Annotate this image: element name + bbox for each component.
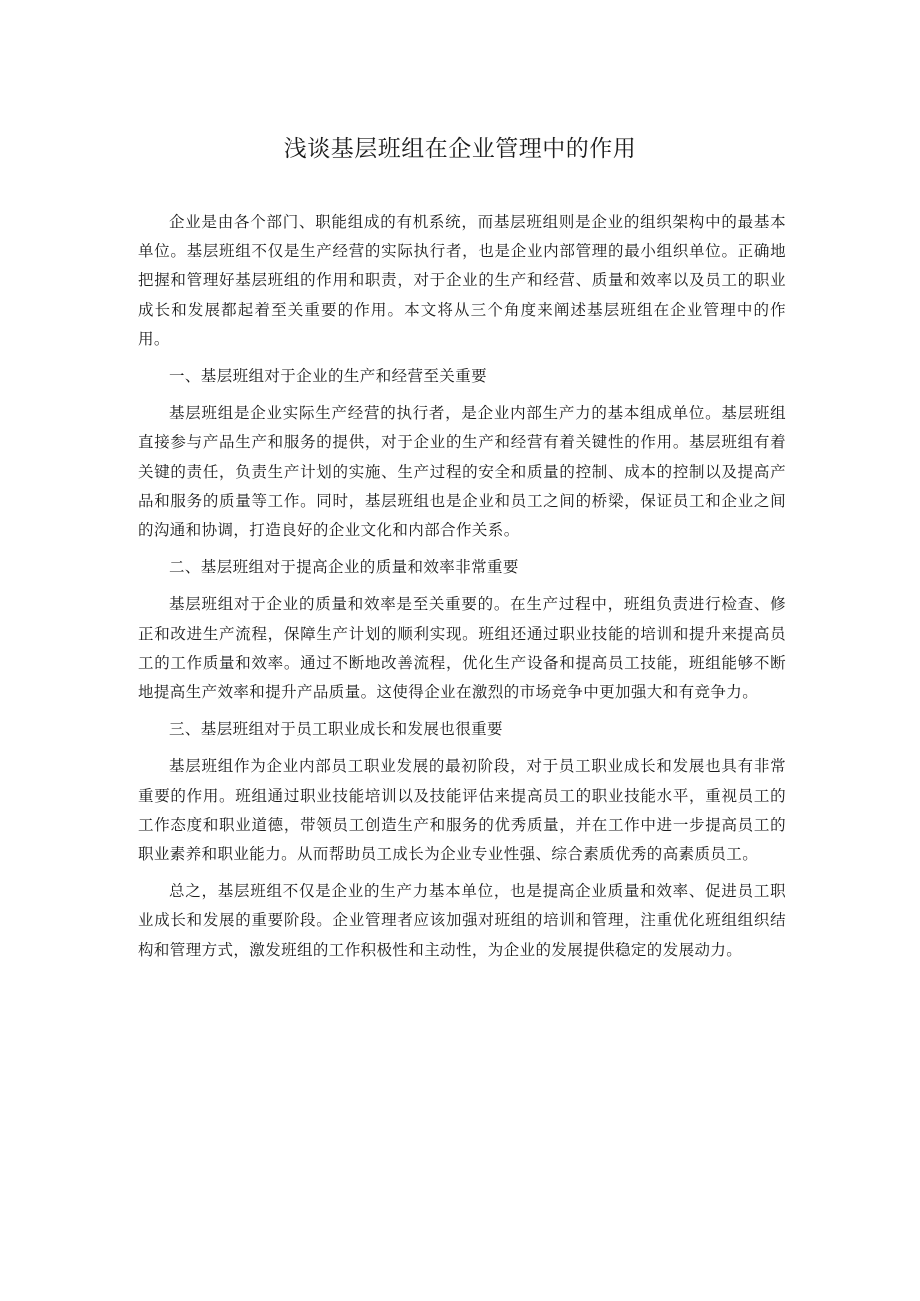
document-body <box>138 208 786 965</box>
section-heading-3: 三、基层班组对于员工职业成长和发展也很重要 <box>169 720 503 739</box>
intro-paragraph: 企业是由各个部门、职能组成的有机系统，而基层班组则是企业的组织架构中的最基本单位。基层班组不仅是生产经营的实际执行者，也是企业内部管理的最小组织单位。正确地把握和管理好基层班组的作用和职责，对于企业的生产和经营、质量和效率以及员工的职业成长和发展都起着至关重要的作用。本文将从三个角度来阐述基层班组在企业管理中的作用。 <box>138 213 786 348</box>
section-heading-1: 一、基层班组对于企业的生产和经营至关重要 <box>169 367 488 386</box>
section-paragraph-1: 基层班组是企业实际生产经营的执行者，是企业内部生产力的基本组成单位。基层班组直接参与产品生产和服务的提供，对于企业的生产和经营有着关键性的作用。基层班组有着关键的责任，负责生产计划的实施、生产过程的安全和质量的控制、成本的控制以及提高产品和服务的质量等工作。同时，基层班组也是企业和员工之间的桥梁，保证员工和企业之间的沟通和协调，打造良好的企业文化和内部合作关系。 <box>138 404 786 540</box>
conclusion-paragraph: 总之，基层班组不仅是企业的生产力基本单位，也是提高企业质量和效率、促进员工职业成长和发展的重要阶段。企业管理者应该加强对班组的培训和管理，注重优化班组组织结构和管理方式，激发班组的工作积极性和主动性，为企业的发展提供稳定的发展动力。 <box>138 882 786 959</box>
section-paragraph-3: 基层班组作为企业内部员工职业发展的最初阶段，对于员工职业成长和发展也具有非常重要的作用。班组通过职业技能培训以及技能评估来提高员工的职业技能水平，重视员工的工作态度和职业道德，带领员工创造生产和服务的优秀质量，并在工作中进一步提高员工的职业素养和职业能力。从而帮助员工成长为企业专业性强、综合素质优秀的高素质员工。 <box>138 757 786 864</box>
section-paragraph-2: 基层班组对于企业的质量和效率是至关重要的。在生产过程中，班组负责进行检查、修正和改进生产流程，保障生产计划的顺利实现。班组还通过职业技能的培训和提升来提高员工的工作质量和效率。通过不断地改善流程，优化生产设备和提高员工技能，班组能够不断地提高生产效率和提升产品质量。这使得企业在激烈的市场竞争中更加强大和有竞争力。 <box>138 595 786 702</box>
document-title: 浅谈基层班组在企业管理中的作用 <box>283 136 637 162</box>
section-heading-2: 二、基层班组对于提高企业的质量和效率非常重要 <box>169 558 519 577</box>
